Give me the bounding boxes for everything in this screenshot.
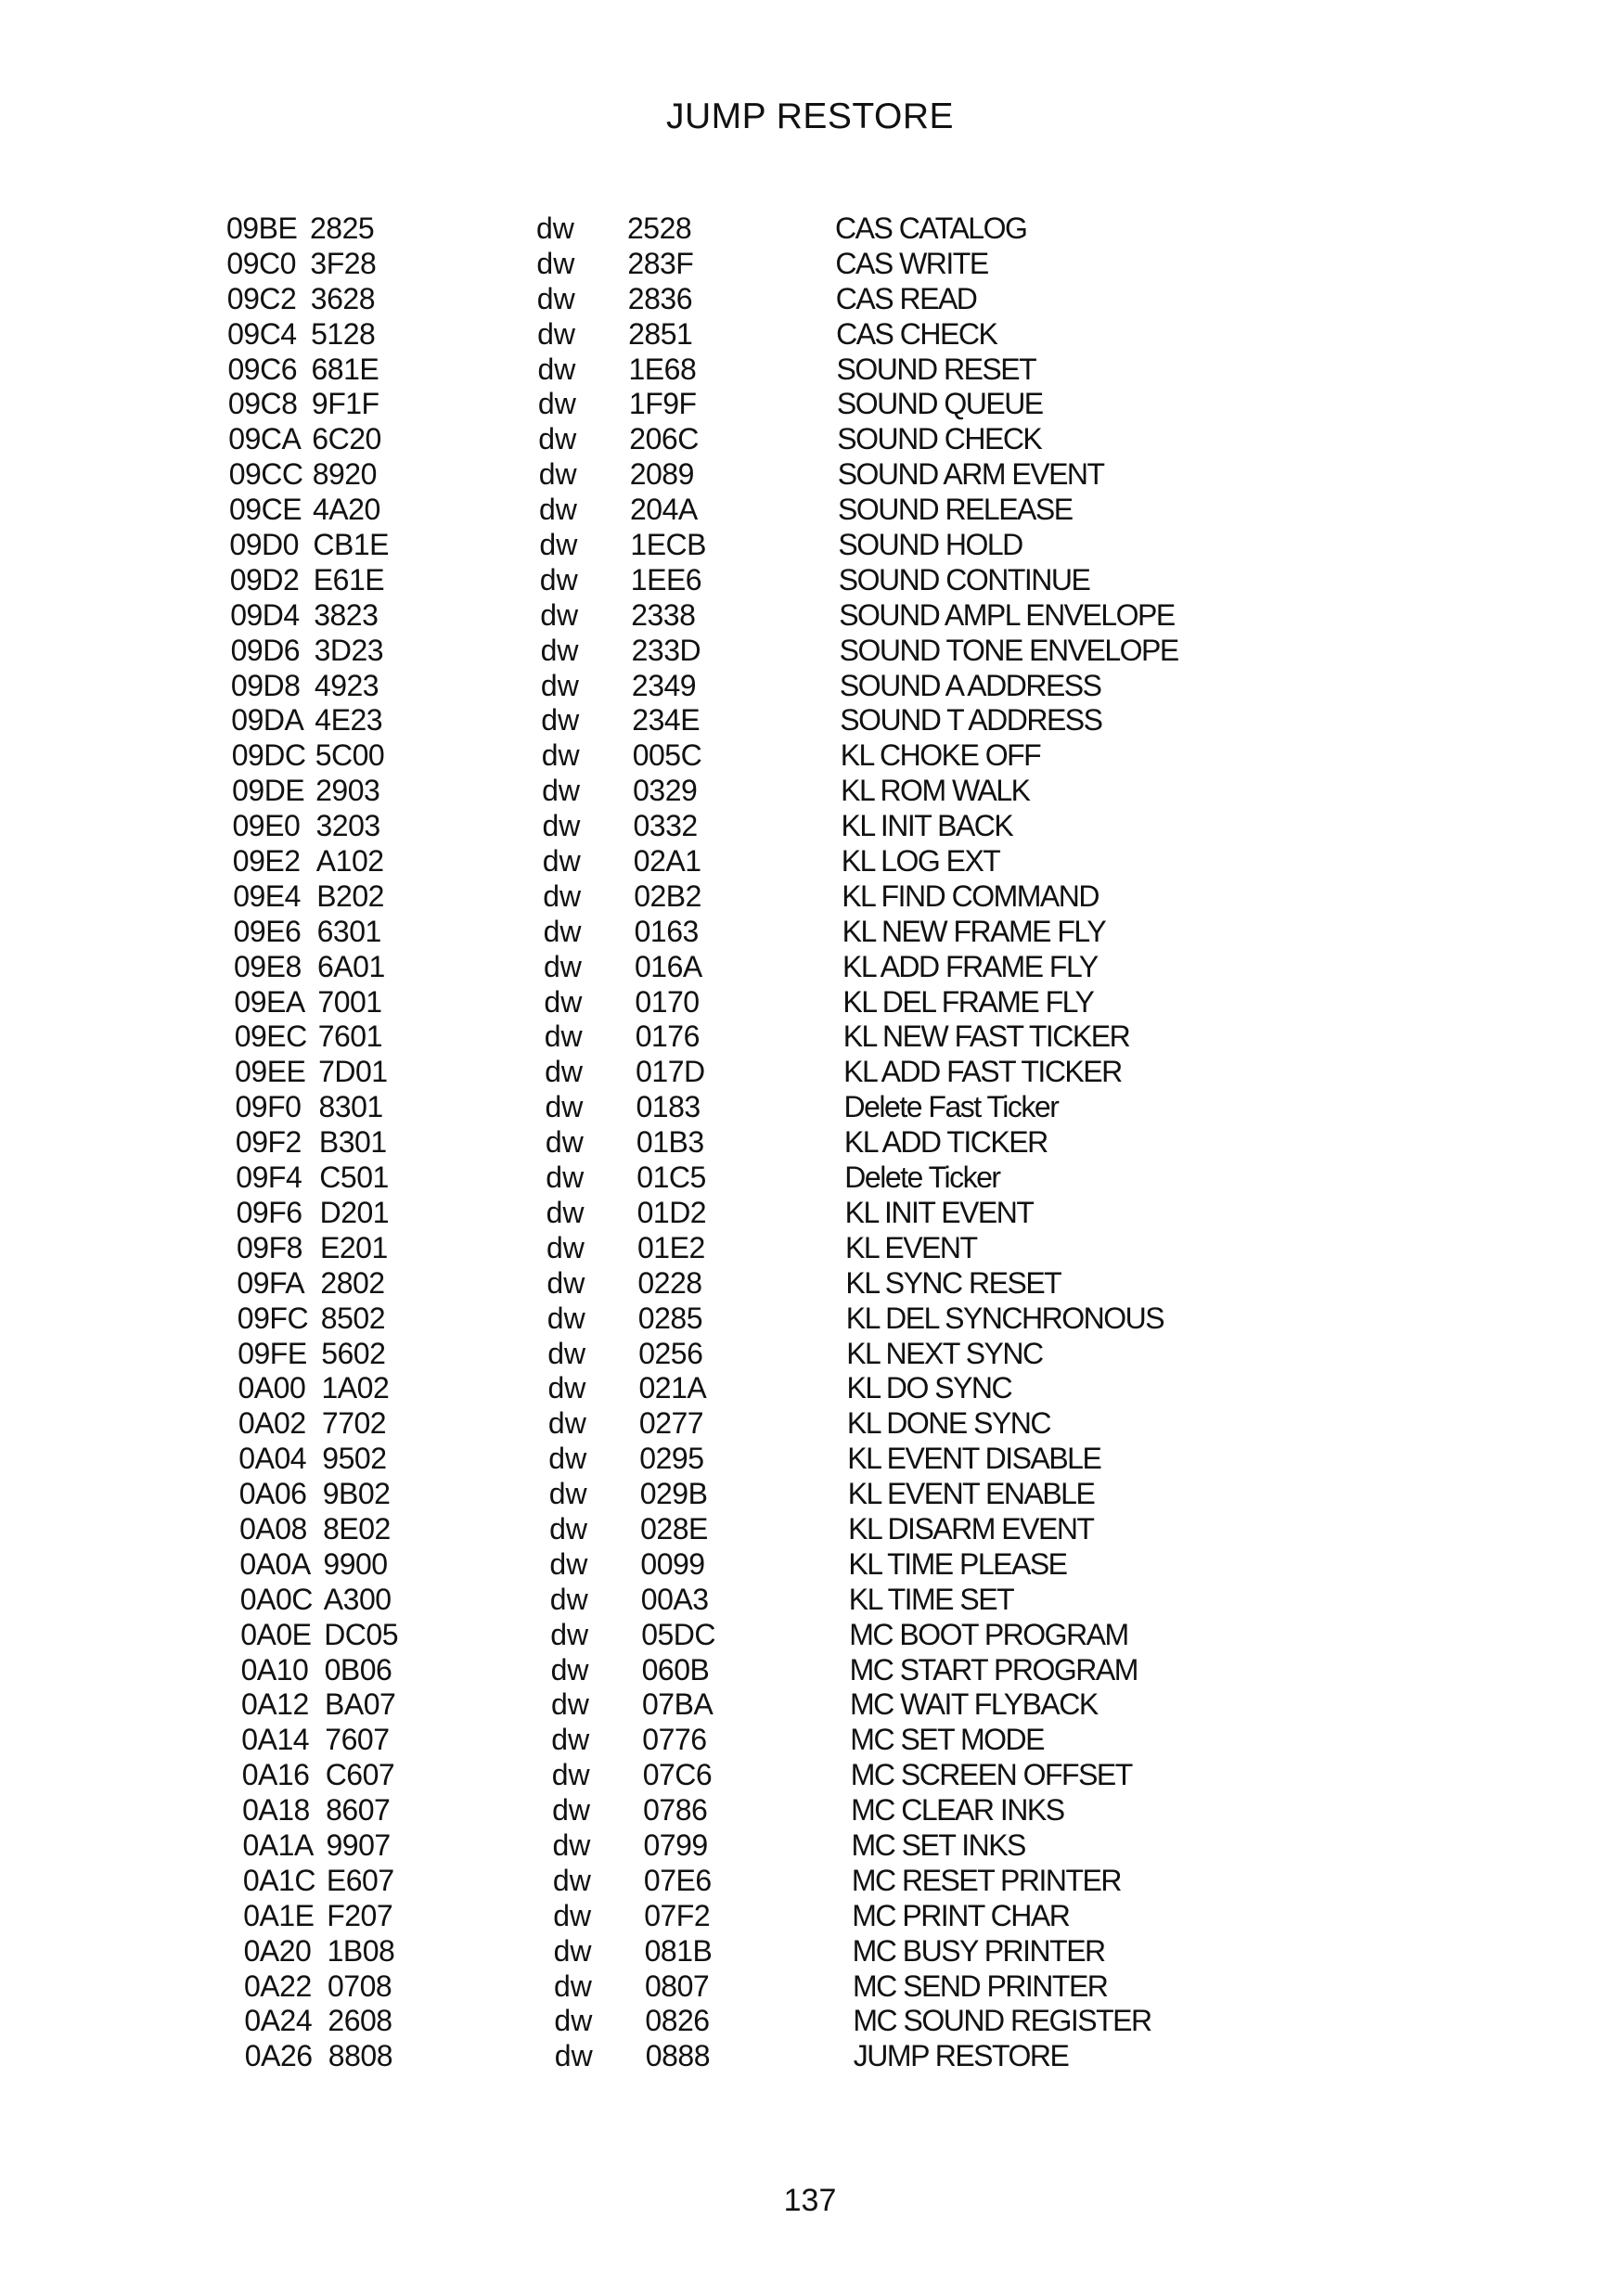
row-directive: dw <box>539 528 578 562</box>
row-address: 0A20 <box>243 1933 312 1968</box>
row-word-bytes: 4E23 <box>315 703 383 738</box>
row-directive: dw <box>537 352 576 386</box>
row-directive: dw <box>554 2004 593 2038</box>
row-value: 07F2 <box>644 1898 711 1932</box>
row-value: 0807 <box>645 1969 710 2003</box>
row-routine-name: Delete Ticker <box>844 1161 1000 1195</box>
row-value: 1ECB <box>630 528 706 562</box>
row-word-bytes: A300 <box>323 1582 392 1616</box>
row-directive: dw <box>541 703 580 738</box>
row-directive: dw <box>548 1477 587 1511</box>
row-directive: dw <box>554 1969 592 2003</box>
row-address: 0A14 <box>241 1723 310 1757</box>
row-value: 016A <box>635 949 702 983</box>
row-directive: dw <box>546 1161 585 1195</box>
row-address: 09EC <box>234 1020 307 1054</box>
row-address: 09E8 <box>234 949 302 983</box>
row-directive: dw <box>545 1055 584 1089</box>
row-routine-name: SOUND TONE ENVELOPE <box>839 633 1178 667</box>
row-word-bytes: E61E <box>313 562 385 596</box>
row-directive: dw <box>537 316 576 351</box>
row-address: 0A1E <box>243 1898 315 1932</box>
row-value: 2349 <box>631 668 697 702</box>
row-word-bytes: 7607 <box>325 1723 390 1757</box>
row-routine-name: CAS CATALOG <box>835 212 1027 245</box>
row-address: 09DC <box>231 738 306 773</box>
row-word-bytes: 0708 <box>328 1969 392 2003</box>
row-value: 2338 <box>631 597 696 632</box>
row-routine-name: SOUND RELEASE <box>838 493 1073 527</box>
row-address: 0A24 <box>244 2004 313 2038</box>
row-directive: dw <box>552 1863 591 1897</box>
row-value: 0277 <box>638 1406 704 1441</box>
row-value: 2528 <box>627 212 692 245</box>
row-word-bytes: 2802 <box>320 1265 385 1300</box>
row-directive: dw <box>545 1090 584 1124</box>
row-word-bytes: 8808 <box>328 2039 392 2073</box>
row-word-bytes: 8502 <box>320 1301 385 1335</box>
row-routine-name: MC SOUND REGISTER <box>853 2004 1151 2038</box>
row-directive: dw <box>547 1406 586 1441</box>
row-value: 028E <box>640 1511 708 1546</box>
row-word-bytes: 6301 <box>316 914 381 948</box>
row-routine-name: KL EVENT DISABLE <box>847 1442 1101 1476</box>
row-address: 0A1A <box>242 1828 314 1862</box>
row-value: 234E <box>632 703 701 738</box>
row-routine-name: KL DONE SYNC <box>846 1406 1050 1441</box>
row-value: 0099 <box>640 1546 705 1581</box>
row-address: 09E4 <box>233 879 301 913</box>
row-routine-name: KL ADD FRAME FLY <box>842 949 1098 983</box>
row-directive: dw <box>540 668 579 702</box>
row-value: 021A <box>638 1371 707 1405</box>
row-routine-name: SOUND CONTINUE <box>838 562 1090 596</box>
page-number: 137 <box>783 2183 837 2218</box>
row-routine-name: CAS READ <box>835 281 977 315</box>
row-address: 0A16 <box>241 1758 310 1792</box>
row-routine-name: SOUND RESET <box>836 352 1036 386</box>
row-directive: dw <box>547 1371 586 1405</box>
row-directive: dw <box>540 633 579 667</box>
row-word-bytes: 2825 <box>310 212 375 245</box>
row-address: 09C0 <box>226 246 296 280</box>
row-directive: dw <box>536 212 574 245</box>
row-word-bytes: 8E02 <box>323 1511 391 1546</box>
row-word-bytes: B202 <box>316 879 384 913</box>
row-word-bytes: 9907 <box>326 1828 391 1862</box>
row-directive: dw <box>539 562 578 596</box>
row-directive: dw <box>546 1195 585 1229</box>
row-address: 0A04 <box>238 1442 307 1476</box>
row-word-bytes: 7601 <box>317 1020 382 1054</box>
row-directive: dw <box>551 1687 589 1722</box>
row-directive: dw <box>554 2039 593 2073</box>
row-routine-name: SOUND HOLD <box>838 528 1022 562</box>
row-routine-name: KL EVENT <box>845 1230 977 1264</box>
row-routine-name: MC START PROGRAM <box>849 1652 1138 1687</box>
row-directive: dw <box>551 1723 590 1757</box>
row-routine-name: MC SEND PRINTER <box>853 1969 1108 2003</box>
row-directive: dw <box>537 387 576 421</box>
row-directive: dw <box>536 281 575 315</box>
row-routine-name: KL ADD FAST TICKER <box>843 1055 1122 1089</box>
row-address: 09EA <box>234 984 305 1019</box>
row-word-bytes: A102 <box>315 844 384 879</box>
row-directive: dw <box>544 1020 583 1054</box>
row-address: 09DE <box>232 774 305 808</box>
row-word-bytes: DC05 <box>324 1617 399 1651</box>
row-value: 00A3 <box>640 1582 709 1616</box>
row-directive: dw <box>544 984 583 1019</box>
row-value: 1E68 <box>628 352 697 386</box>
row-value: 01C5 <box>636 1161 706 1195</box>
row-directive: dw <box>543 879 582 913</box>
row-address: 09E6 <box>233 914 302 948</box>
row-address: 09F0 <box>235 1090 302 1124</box>
row-directive: dw <box>544 949 582 983</box>
row-address: 0A02 <box>238 1406 306 1441</box>
row-word-bytes: CB1E <box>313 528 389 562</box>
row-value: 01D2 <box>636 1195 707 1229</box>
row-value: 0786 <box>643 1793 708 1828</box>
row-routine-name: CAS CHECK <box>836 316 997 351</box>
row-address: 09C6 <box>227 352 297 386</box>
row-value: 283F <box>627 246 694 280</box>
row-directive: dw <box>538 422 577 456</box>
row-routine-name: KL INIT BACK <box>841 809 1013 843</box>
row-routine-name: MC PRINT CHAR <box>852 1898 1070 1932</box>
row-word-bytes: 4A20 <box>313 493 380 527</box>
row-address: 0A08 <box>239 1511 307 1546</box>
row-value: 0329 <box>633 774 698 808</box>
row-address: 0A10 <box>240 1652 309 1687</box>
row-word-bytes: 681E <box>311 352 379 386</box>
row-value: 233D <box>631 633 701 667</box>
row-directive: dw <box>548 1442 587 1476</box>
row-routine-name: SOUND T ADDRESS <box>840 703 1102 738</box>
row-directive: dw <box>549 1511 588 1546</box>
row-address: 0A00 <box>238 1371 306 1405</box>
row-word-bytes: 6A01 <box>317 949 385 983</box>
row-directive: dw <box>553 1933 592 1968</box>
row-address: 0A06 <box>238 1477 307 1511</box>
row-value: 017D <box>636 1055 705 1089</box>
row-routine-name: MC CLEAR INKS <box>851 1793 1064 1828</box>
row-address: 09D8 <box>230 668 301 702</box>
row-value: 060B <box>641 1652 710 1687</box>
row-word-bytes: 5128 <box>311 316 376 351</box>
row-value: 0826 <box>645 2004 710 2038</box>
row-directive: dw <box>547 1336 586 1370</box>
row-value: 0228 <box>637 1265 702 1300</box>
row-address: 09D2 <box>229 562 300 596</box>
row-word-bytes: 2608 <box>328 2004 392 2038</box>
row-routine-name: KL CHOKE OFF <box>840 738 1041 773</box>
row-value: 01B3 <box>636 1125 704 1160</box>
row-value: 206C <box>629 422 699 456</box>
row-address: 09E2 <box>232 844 301 879</box>
row-routine-name: SOUND QUEUE <box>836 387 1043 421</box>
row-value: 0163 <box>634 914 699 948</box>
row-directive: dw <box>542 809 581 843</box>
row-directive: dw <box>550 1652 589 1687</box>
row-value: 0256 <box>638 1336 703 1370</box>
row-routine-name: MC BUSY PRINTER <box>852 1933 1105 1968</box>
row-word-bytes: BA07 <box>325 1687 396 1722</box>
row-routine-name: KL LOG EXT <box>841 844 1000 879</box>
row-word-bytes: E201 <box>320 1230 388 1264</box>
row-routine-name: SOUND ARM EVENT <box>837 457 1104 492</box>
row-value: 0776 <box>642 1723 707 1757</box>
row-value: 0170 <box>635 984 700 1019</box>
row-word-bytes: D201 <box>319 1195 390 1229</box>
row-word-bytes: 3203 <box>315 809 380 843</box>
row-word-bytes: 1A02 <box>321 1371 390 1405</box>
row-address: 09CC <box>228 457 303 492</box>
row-address: 09E0 <box>232 809 301 843</box>
row-value: 0332 <box>633 809 698 843</box>
row-value: 0285 <box>637 1301 702 1335</box>
row-routine-name: KL TIME PLEASE <box>848 1546 1067 1581</box>
row-word-bytes: 8607 <box>326 1793 391 1828</box>
row-address: 09D0 <box>229 528 299 562</box>
row-value: 05DC <box>641 1617 716 1651</box>
row-address: 09EE <box>235 1055 306 1089</box>
row-address: 0A0A <box>239 1546 311 1581</box>
row-value: 0888 <box>645 2039 710 2073</box>
row-directive: dw <box>543 914 582 948</box>
row-routine-name: MC RESET PRINTER <box>851 1863 1122 1897</box>
row-value: 01E2 <box>637 1230 705 1264</box>
row-directive: dw <box>551 1758 590 1792</box>
row-value: 005C <box>632 738 702 773</box>
row-address: 09F4 <box>236 1161 302 1195</box>
row-word-bytes: 0B06 <box>324 1652 392 1687</box>
row-word-bytes: 3D23 <box>314 633 384 667</box>
row-word-bytes: 9F1F <box>311 387 379 421</box>
row-directive: dw <box>546 1265 585 1300</box>
row-routine-name: KL FIND COMMAND <box>842 879 1099 913</box>
row-word-bytes: 3823 <box>314 597 379 632</box>
row-directive: dw <box>552 1828 591 1862</box>
row-address: 09BE <box>226 212 298 245</box>
row-address: 09FC <box>237 1301 309 1335</box>
row-word-bytes: 9502 <box>322 1442 387 1476</box>
row-address: 09F8 <box>237 1230 302 1264</box>
row-routine-name: KL NEXT SYNC <box>846 1336 1043 1370</box>
row-directive: dw <box>546 1301 585 1335</box>
row-directive: dw <box>539 493 577 527</box>
row-word-bytes: 3628 <box>310 281 375 315</box>
row-routine-name: SOUND CHECK <box>837 422 1042 456</box>
row-address: 0A1C <box>242 1863 315 1897</box>
row-word-bytes: 7702 <box>321 1406 387 1441</box>
row-address: 09CE <box>229 493 302 527</box>
row-address: 09C2 <box>226 281 297 315</box>
row-routine-name: SOUND AMPL ENVELOPE <box>839 597 1175 632</box>
row-value: 07E6 <box>643 1863 712 1897</box>
row-address: 0A26 <box>244 2039 313 2073</box>
row-address: 09F2 <box>235 1125 302 1160</box>
row-address: 09D4 <box>230 597 300 632</box>
row-routine-name: MC WAIT FLYBACK <box>850 1687 1098 1722</box>
page-title: JUMP RESTORE <box>665 96 955 136</box>
row-routine-name: KL DO SYNC <box>846 1371 1012 1405</box>
row-word-bytes: 1B08 <box>327 1933 395 1968</box>
row-value: 1EE6 <box>630 562 702 596</box>
row-value: 0799 <box>643 1828 708 1862</box>
row-word-bytes: E607 <box>326 1863 394 1897</box>
row-routine-name: KL EVENT ENABLE <box>847 1477 1095 1511</box>
row-routine-name: KL DEL FRAME FLY <box>842 984 1094 1019</box>
row-address: 09D6 <box>230 633 301 667</box>
row-word-bytes: C501 <box>319 1161 389 1195</box>
row-directive: dw <box>545 1125 584 1160</box>
row-value: 029B <box>639 1477 708 1511</box>
row-routine-name: KL INIT EVENT <box>844 1195 1034 1229</box>
row-value: 081B <box>644 1933 713 1968</box>
row-word-bytes: 5C00 <box>315 738 385 773</box>
row-word-bytes: C607 <box>325 1758 395 1792</box>
row-word-bytes: 7D01 <box>318 1055 388 1089</box>
row-address: 09C8 <box>227 387 298 421</box>
row-directive: dw <box>542 774 581 808</box>
row-directive: dw <box>549 1582 588 1616</box>
row-value: 02A1 <box>633 844 701 879</box>
row-word-bytes: B301 <box>318 1125 387 1160</box>
row-word-bytes: 2903 <box>315 774 380 808</box>
row-address: 0A12 <box>241 1687 309 1722</box>
row-word-bytes: 9B02 <box>322 1477 391 1511</box>
row-routine-name: JUMP RESTORE <box>853 2039 1069 2073</box>
row-value: 0176 <box>635 1020 700 1054</box>
row-routine-name: MC SCREEN OFFSET <box>850 1758 1132 1792</box>
row-address: 09C4 <box>227 316 297 351</box>
row-routine-name: KL SYNC RESET <box>845 1265 1061 1300</box>
row-word-bytes: 6C20 <box>312 422 381 456</box>
row-directive: dw <box>538 457 577 492</box>
row-directive: dw <box>552 1793 591 1828</box>
row-address: 0A0C <box>239 1582 313 1616</box>
row-word-bytes: 7001 <box>317 984 382 1019</box>
row-value: 02B2 <box>634 879 701 913</box>
row-directive: dw <box>553 1898 592 1932</box>
row-word-bytes: 8920 <box>312 457 377 492</box>
row-value: 1F9F <box>628 387 697 421</box>
row-value: 2851 <box>628 316 693 351</box>
row-address: 09FA <box>237 1265 305 1300</box>
row-value: 0295 <box>639 1442 704 1476</box>
row-value: 0183 <box>636 1090 701 1124</box>
row-address: 09FE <box>238 1336 307 1370</box>
row-value: 2089 <box>629 457 694 492</box>
row-word-bytes: 9900 <box>323 1546 388 1581</box>
row-directive: dw <box>540 597 579 632</box>
row-word-bytes: 8301 <box>318 1090 383 1124</box>
row-directive: dw <box>536 246 575 280</box>
row-routine-name: KL TIME SET <box>848 1582 1014 1616</box>
row-routine-name: KL NEW FAST TICKER <box>842 1020 1130 1054</box>
row-routine-name: KL DEL SYNCHRONOUS <box>845 1301 1164 1335</box>
row-routine-name: KL NEW FRAME FLY <box>842 914 1106 948</box>
row-directive: dw <box>541 738 580 773</box>
row-routine-name: MC SET INKS <box>851 1828 1025 1862</box>
row-directive: dw <box>549 1546 588 1581</box>
row-address: 09F6 <box>236 1195 302 1229</box>
row-routine-name: KL ROM WALK <box>841 774 1030 808</box>
row-word-bytes: 4923 <box>314 668 379 702</box>
row-value: 07BA <box>642 1687 714 1722</box>
row-directive: dw <box>542 844 581 879</box>
row-value: 07C6 <box>642 1758 713 1792</box>
row-word-bytes: 3F28 <box>310 246 377 280</box>
row-address: 09CA <box>228 422 302 456</box>
row-word-bytes: F207 <box>327 1898 393 1932</box>
row-address: 09DA <box>231 703 304 738</box>
row-address: 0A22 <box>244 1969 312 2003</box>
row-address: 0A18 <box>242 1793 310 1828</box>
row-directive: dw <box>550 1617 589 1651</box>
row-routine-name: SOUND A ADDRESS <box>839 668 1101 702</box>
row-routine-name: Delete Fast Ticker <box>843 1090 1059 1124</box>
row-address: 0A0E <box>240 1617 312 1651</box>
row-directive: dw <box>546 1230 585 1264</box>
row-word-bytes: 5602 <box>321 1336 386 1370</box>
row-routine-name: KL DISARM EVENT <box>848 1511 1094 1546</box>
row-routine-name: KL ADD TICKER <box>843 1125 1048 1160</box>
row-routine-name: CAS WRITE <box>835 246 988 280</box>
row-routine-name: MC SET MODE <box>850 1723 1045 1757</box>
row-value: 2836 <box>627 281 692 315</box>
row-routine-name: MC BOOT PROGRAM <box>849 1617 1128 1651</box>
row-value: 204A <box>630 493 698 527</box>
